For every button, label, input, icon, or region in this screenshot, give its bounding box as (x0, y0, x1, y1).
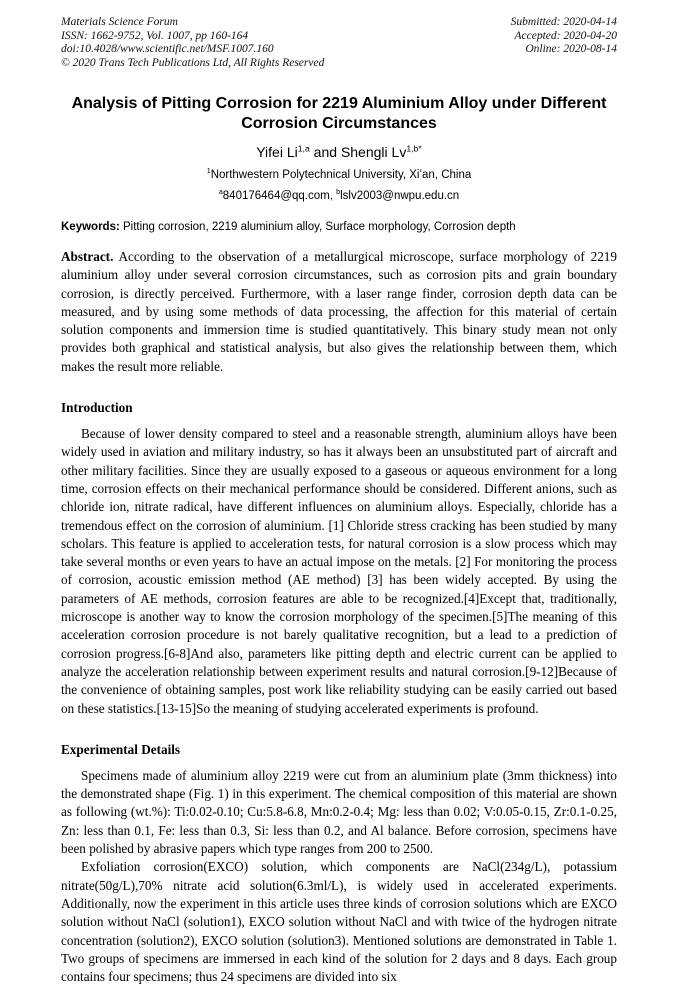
introduction-paragraph: Because of lower density compared to steel and a reasonable strength, aluminium alloys have been widely used in aviation and military industry, so has it always been an unsubstituted part of aircraft and other military facilities. Since they are usually exposed to a gaseous or aqueous environment for a long time, corrosion effects on their mechanical performance should be considered. Different anions, such as chloride ion, nitrate radical, have different influences on aluminium alloys. Especially, chloride has a tremendous effect on the corrosion of aluminium. [1] Chloride stress cracking has been studied by many scholars. This feature is applied to acceleration tests, for natural corrosion is a slow process which may take several months or even years to have an actual impose on the metals. [2] For monitoring the process of corrosion, acoustic emission method (AE method) [3] has been widely accepted. By using the parameters of AE methods, corrosion features are able to be recognized.[4]Except that, traditionally, microscope is another way to know the corrosion morphology of the specimen.[5]The meaning of this acceleration corrosion procedure is not barely qualitative recognition, but a lead to a prediction of corrosion progress.[6-8]And also, parameters like pitting depth and electric current can be applied to analyze the acceleration relationship between experiment results and natural corrosion.[9-12]Because of the convenience of obtaining samples, post work like reliability studying can be easily carried out based on these statistics.[13-15]So the meaning of studying accelerated experiments is profound. (61, 426, 617, 716)
submission-dates (511, 16, 617, 70)
journal-name: Materials Science Forum (61, 16, 178, 28)
author-2: Shengli Lv (340, 144, 407, 160)
affiliation-text: Northwestern Polytechnical University, Xi’an, China (210, 169, 472, 181)
journal-issn-volume: ISSN: 1662-9752, Vol. 1007, pp 160-164 (61, 29, 249, 42)
journal-copyright: © 2020 Trans Tech Publications Ltd, All Rights Reserved (61, 56, 325, 69)
journal-info (61, 16, 324, 70)
affiliation-line (61, 169, 617, 181)
journal-header (61, 16, 617, 70)
affiliation-superscript: 1 (206, 167, 211, 176)
abstract-label: Abstract. (61, 249, 114, 264)
author-1: Yifei Li (256, 144, 298, 160)
keywords-text: Pitting corrosion, 2219 aluminium alloy, Surface morphology, Corrosion depth (119, 221, 516, 233)
authors-connector: and (309, 144, 341, 160)
online-date: Online: 2020-08-14 (525, 43, 617, 55)
section-heading-experimental-details: Experimental Details (61, 741, 181, 757)
author-1-superscript: 1,a (297, 143, 310, 154)
experimental-paragraph-2: Exfoliation corrosion(EXCO) solution, which components are NaCl(234g/L), potassium nitrate(50g/L),70% nitrate acid solution(6.3ml/L), is widely used in accelerated experiments. Additionally, now the experiment in this article uses three kinds of corrosion solutions which are EXCO solution without NaCl (solution1), EXCO solution without NaCl and with twice of the hydrogen nitrate concentration (solution2), EXCO solution (solution3). Mentioned solutions are demonstrated in Table 1. Two groups of specimens are immersed in each kind of the solution for 2 days and 8 days. Each group contains four specimens; thus 24 specimens are divided into six (61, 859, 617, 985)
email-separator: , (329, 190, 337, 202)
authors-line (61, 144, 617, 160)
email-a-superscript: a (218, 188, 223, 197)
email-b-superscript: b (336, 188, 341, 197)
paper-title: Analysis of Pitting Corrosion for 2219 Aluminium Alloy under Different Corrosion Circumstances (71, 95, 607, 132)
abstract-text: According to the observation of a metallurgical microscope, surface morphology of 2219 aluminium alloy under several corrosion circumstances, such as corrosion pits and grain boundary corrosion, is directly perceived. Furthermore, with a laser range finder, corrosion depth data can be measured, and by using some methods of data processing, the affection for this material of certain solution components and immersion time is studied quantitatively. This binary study mean not only provides both graphical and statistical analysis, but also gives the relationship between them, which makes the result more reliable. (61, 249, 617, 374)
abstract-paragraph (61, 248, 617, 376)
email-a: 840176464@qq.com (222, 190, 330, 202)
section-heading-introduction: Introduction (61, 400, 133, 416)
journal-doi: doi:10.4028/www.scientific.net/MSF.1007.160 (61, 43, 274, 55)
author-2-superscript: 1,b* (406, 143, 422, 154)
email-b: lslv2003@nwpu.edu.cn (340, 190, 460, 202)
keywords-line (61, 221, 617, 233)
experimental-paragraph-1: Specimens made of aluminium alloy 2219 were cut from an aluminium plate (3mm thickness) into the demonstrated shape (Fig. 1) in this experiment. The chemical composition of this material are shown as following (wt.%): Ti:0.02-0.10; Cu:5.8-6.8, Mn:0.2-0.4; Mg: less than 0.02; V:0.05-0.15, Zr:0.1-0.25, Zn: less than 0.1, Fe: less than 0.3, Si: less than 0.2, and Al balance. Before corrosion, specimens have been polished by abrasive papers which type ranges from 200 to 2500. (61, 767, 617, 857)
submitted-date: Submitted: 2020-04-14 (510, 16, 617, 28)
accepted-date: Accepted: 2020-04-20 (514, 29, 617, 42)
keywords-label: Keywords: (61, 221, 120, 233)
emails-line (61, 190, 617, 202)
